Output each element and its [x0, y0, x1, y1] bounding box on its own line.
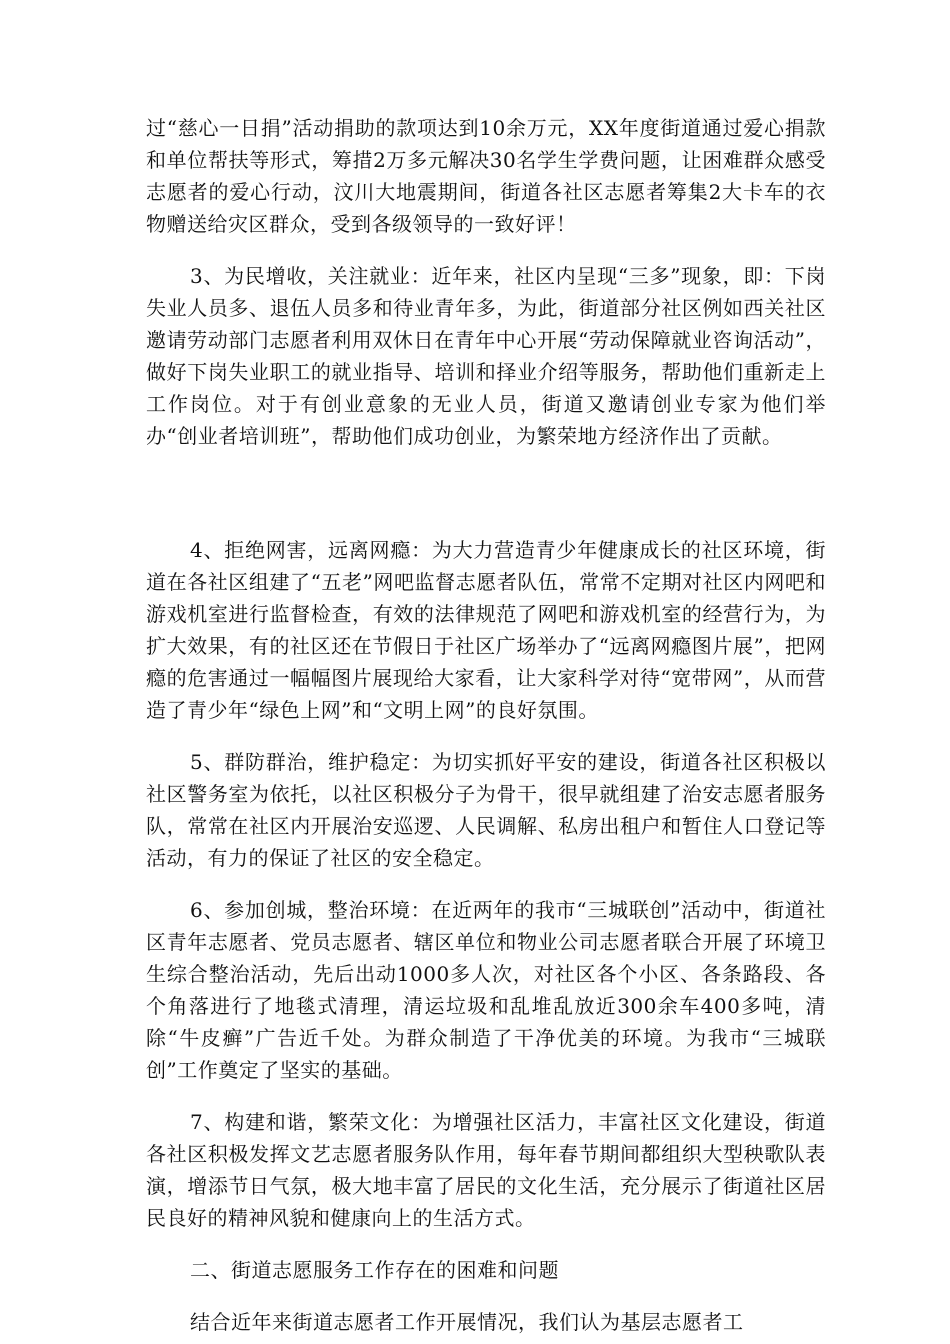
paragraph-donation-continuation: 过“慈心一日捐”活动捐助的款项达到10余万元，XX年度街道通过爱心捐款和单位帮扶等形式，筹措2万多元解决30名学生学费问题，让困难群众感受志愿者的爱心行动，汶川大地震期间，街道各社区志愿者筹集2大卡车的衣物赠送给灾区群众，受到各级领导的一致好评！ — [146, 116, 826, 236]
paragraph-culture: 7、构建和谐，繁荣文化：为增强社区活力，丰富社区文化建设，街道各社区积极发挥文艺志愿者服务队作用，每年春节期间都组织大型秧歌队表演，增添节日气氛，极大地丰富了居民的文化生活，充分展示了街道社区居民良好的精神风貌和健康向上的生活方式。 — [146, 1110, 826, 1230]
paragraph-employment: 3、为民增收，关注就业：近年来，社区内呈现“三多”现象，即：下岗失业人员多、退伍人员多和待业青年多，为此，街道部分社区例如西关社区邀请劳动部门志愿者利用双休日在青年中心开展“劳动保障就业咨询活动”，做好下岗失业职工的就业指导、培训和择业介绍等服务，帮助他们重新走上工作岗位。对于有创业意象的无业人员，街道又邀请创业专家为他们举办“创业者培训班”，帮助他们成功创业，为繁荣地方经济作出了贡献。 — [146, 264, 826, 448]
document-body — [146, 112, 826, 1338]
paragraph-public-security: 5、群防群治，维护稳定：为切实抓好平安的建设，街道各社区积极以社区警务室为依托，以社区积极分子为骨干，很早就组建了治安志愿者服务队，常常在社区内开展治安巡逻、人民调解、私房出租户和暂住人口登记等活动，有力的保证了社区的安全稳定。 — [146, 750, 826, 870]
section-heading-problems: 二、街道志愿服务工作存在的困难和问题 — [190, 1258, 559, 1282]
paragraph-problems-intro: 结合近年来街道志愿者工作开展情况，我们认为基层志愿者工 — [190, 1310, 744, 1334]
paragraph-internet-addiction: 4、拒绝网害，远离网瘾：为大力营造青少年健康成长的社区环境，街道在各社区组建了“五老”网吧监督志愿者队伍，常常不定期对社区内网吧和游戏机室进行监督检查，有效的法律规范了网吧和游戏机室的经营行为，为扩大效果，有的社区还在节假日于社区广场举办了“远离网瘾图片展”，把网瘾的危害通过一幅幅图片展现给大家看，让大家科学对待“宽带网”，从而营造了青少年“绿色上网”和“文明上网”的良好氛围。 — [146, 538, 826, 722]
paragraph-environment: 6、参加创城，整治环境：在近两年的我市“三城联创”活动中，街道社区青年志愿者、党员志愿者、辖区单位和物业公司志愿者联合开展了环境卫生综合整治活动，先后出动1000多人次，对社区各个小区、各条路段、各个角落进行了地毯式清理，清运垃圾和乱堆乱放近300余车400多吨，清除“牛皮癣”广告近千处。为群众制造了干净优美的环境。为我市“三城联创”工作奠定了坚实的基础。 — [146, 898, 826, 1082]
